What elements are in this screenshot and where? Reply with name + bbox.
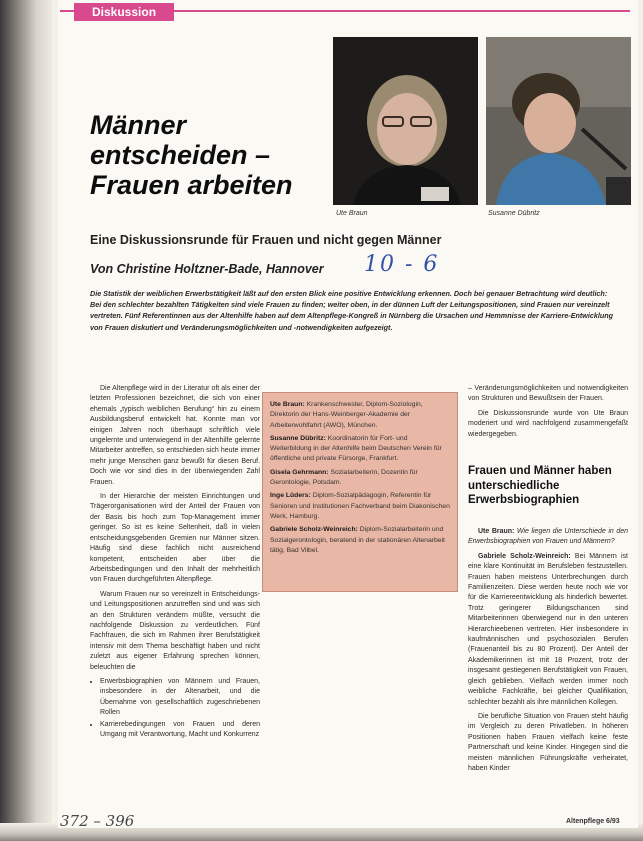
paragraph: In der Hierarchie der meisten Einrichtungen und Trägerorganisationen wird der Anteil der Frauen von der Basis bis hoch zum Top-Management immer geringer. So ist es keine Seltenheit, daß in vielen entscheidungsgebenden Gremien nur Männer sitzen. Häufig sind diese fachlich nicht ausreichend kompetent, entscheiden aber über die Arbeitsbedingungen und den Inhalt der mehrheitlich von Frauen durchgeführten Altenpflege. bbox=[90, 493, 260, 584]
binding-shadow bbox=[0, 0, 52, 841]
portrait-photo-ute-braun bbox=[333, 37, 478, 205]
paragraph bbox=[468, 712, 628, 774]
speaker-name: Gabriele Scholz-Weinreich: bbox=[478, 552, 571, 560]
paragraph: Warum Frauen nur so vereinzelt in Entscheidungs- und Leitungspositionen anzutreffen sind und was sich an den Strukturen verändern müßte, versucht die nachfolgende Diskussion zu verdeutlichen. Fünf Fachfrauen, die sich im Rahmen ihrer Berufstätigkeit intensiv mit dem Thema beschäftigt haben und nicht zuletzt aus eigener Erfahrung sprechen können, beleuchten die bbox=[90, 590, 260, 671]
paragraph: Die Altenpflege wird in der Literatur oft als einer der letzten Professionen bezeichnet, die sich von einer ehemals „typisch weiblichen Berufung“ hin zu einem Ausbildungsberuf entwickelt hat. Konnte man vor einigen Jahren noch überhaupt schriftlich viele ungelernte und unterwiegend in der Altenhilfe gelernte Mitarbeiter antreffen, so entschieden sich heute immer mehr junge Menschen ganz bewußt für diesen Beruf. Doch wie vor sind dies in der überwiegenden Zahl Frauen. bbox=[90, 385, 260, 486]
paragraph bbox=[468, 552, 628, 708]
participant-entry bbox=[270, 525, 450, 556]
headline-line-1: Männer bbox=[90, 110, 187, 140]
section-heading: Frauen und Männer haben unterschiedliche Erwerbsbiographien bbox=[468, 465, 612, 506]
participant-name: Ute Braun: bbox=[270, 401, 305, 408]
handwritten-note: 10 - 6 bbox=[364, 252, 440, 277]
photo-caption-2: Susanne Dübritz bbox=[488, 210, 540, 217]
handwritten-page-number: 372 – 396 bbox=[60, 812, 135, 830]
topic-list bbox=[90, 677, 260, 740]
list-item: • Karrierebedingungen von Frauen und deren Umgang mit Verantwortung, Macht und Konkurrenz bbox=[100, 720, 260, 741]
paragraph bbox=[468, 527, 628, 548]
participant-entry bbox=[270, 434, 450, 465]
speaker-text: Wie liegen die Unterschiede in den Erwerbsbiographien von Frauen und Männern? bbox=[468, 528, 628, 546]
paragraph: – Veränderungsmöglichkeiten und notwendigkeiten von Strukturen und Bewußtsein der Frauen. bbox=[468, 385, 628, 403]
participant-name: Gisela Gehrmann: bbox=[270, 468, 329, 476]
participant-name: Inge Lüders: bbox=[270, 492, 311, 500]
photo-caption-1: Ute Braun bbox=[336, 210, 368, 217]
subtitle: Eine Diskussionsrunde für Frauen und nicht gegen Männer bbox=[90, 233, 442, 247]
paragraph: Die Diskussionsrunde wurde von Ute Braun moderiert und wird nachfolgend zusammengefaßt wiedergegeben. bbox=[468, 409, 628, 438]
headline-line-2: entscheiden – bbox=[90, 140, 271, 170]
issue-label: Altenpflege 6/93 bbox=[566, 818, 620, 825]
speaker-text: Bei Männern ist eine klare Kontinuität im Berufsleben festzustellen. Frauen haben meistens Unterbrechungen durch Familienzeiten. Diese werden heute noch wie vor für die Karriereentwicklung als hinderlich bewertet. Trotz geringerer Bildungschancen sind Mitarbeiterinnen überwiegend nur in den unteren Hierarchieebenen vertreten. Hier insbesondere in kaufmännischen und psychosozialen Berufen (Frauenanteil bis zu 80 Prozent). Der Anteil der Akademikerinnen ist mit 18 Prozent, trotz der insgesamt gestiegenen Berufstätigkeit von Frauen, gleich geblieben. Vielfach werden immer noch weibliche Fachkräfte, bei gleicher Qualifikation, schlechter bezahlt als ihre männlichen Kollegen. bbox=[468, 552, 628, 706]
participant-description: Koordinatorin für Fort- und Weiterbildung in der Altenhilfe beim Deutschen Verein für öffentliche und private Fürsorge, Frankfurt. bbox=[270, 434, 442, 463]
participant-description: Krankenschwester, Diplom-Soziologin, Direktorin der Hans-Weinberger-Akademie der Arbeiterwohlfahrt (AWO), München. bbox=[270, 401, 423, 429]
participant-description: Diplom-Sozialarbeiterin und Sozialgerontologin, beratend in der stationären Altenarbeit tätig, Bad Vilbel. bbox=[270, 526, 445, 554]
article-column-1 bbox=[90, 384, 260, 741]
participant-name: Susanne Dübritz: bbox=[270, 434, 326, 442]
participant-entry bbox=[270, 400, 450, 431]
article-column-3-top bbox=[468, 384, 628, 444]
headline-line-3: Frauen arbeiten bbox=[90, 170, 293, 200]
participant-description: Sozialarbeiterin, Dozentin für Gerontologie, Potsdam. bbox=[270, 468, 418, 487]
participant-entry bbox=[270, 468, 450, 489]
participant-entry bbox=[270, 491, 450, 522]
author-line: Von Christine Holtzner-Bade, Hannover bbox=[90, 262, 324, 276]
headline bbox=[90, 110, 330, 200]
speaker-text: Die berufliche Situation von Frauen steht häufig im Vergleich zu deren Privatleben. In höheren Positionen haben Frauen vielfach keine feste Partnerschaft und keine Kinder. Hingegen sind die meisten männlichen Führungskräfte verheiratet, haben Kinder bbox=[468, 712, 628, 772]
speaker-name: Ute Braun: bbox=[478, 528, 515, 535]
participant-name: Gabriele Scholz-Weinreich: bbox=[270, 526, 358, 534]
participant-description: Diplom-Sozialpädagogin, Referentin für Senioren und Institutionen Fachverband beim Diakonischen Werk, Hamburg. bbox=[270, 492, 450, 520]
participants-box bbox=[262, 392, 458, 592]
list-item: • Erwerbsbiographien von Männern und Frauen, insbesondere in der Altenarbeit, und die Übernahme von gesellschaftlich zugeschriebenen Rollen bbox=[100, 677, 260, 719]
lead-paragraph: Die Statistik der weiblichen Erwerbstätigkeit läßt auf den ersten Blick eine positive Entwicklung erkennen. Doch bei genauer Betrachtung wird deutlich: Bei den schlechter bezahlten Tätigkeiten sind viele Frauen zu finden; weiter oben, in der dünnen Luft der Leitungspositionen, sind Frauen nur vereinzelt vertreten. Fünf Referentinnen aus der Altenhilfe haben auf dem Altenpflege-Kongreß in Nürnberg die Ursachen und Hemmnisse der Karriere-Entwicklung von Frauen diskutiert und Veränderungsmöglichkeiten und -notwendigkeiten aufgezeigt. bbox=[90, 289, 614, 332]
portrait-photo-susanne-duebritz bbox=[486, 37, 631, 205]
section-tag: Diskussion bbox=[74, 3, 174, 21]
article-column-3-bottom bbox=[468, 527, 628, 778]
